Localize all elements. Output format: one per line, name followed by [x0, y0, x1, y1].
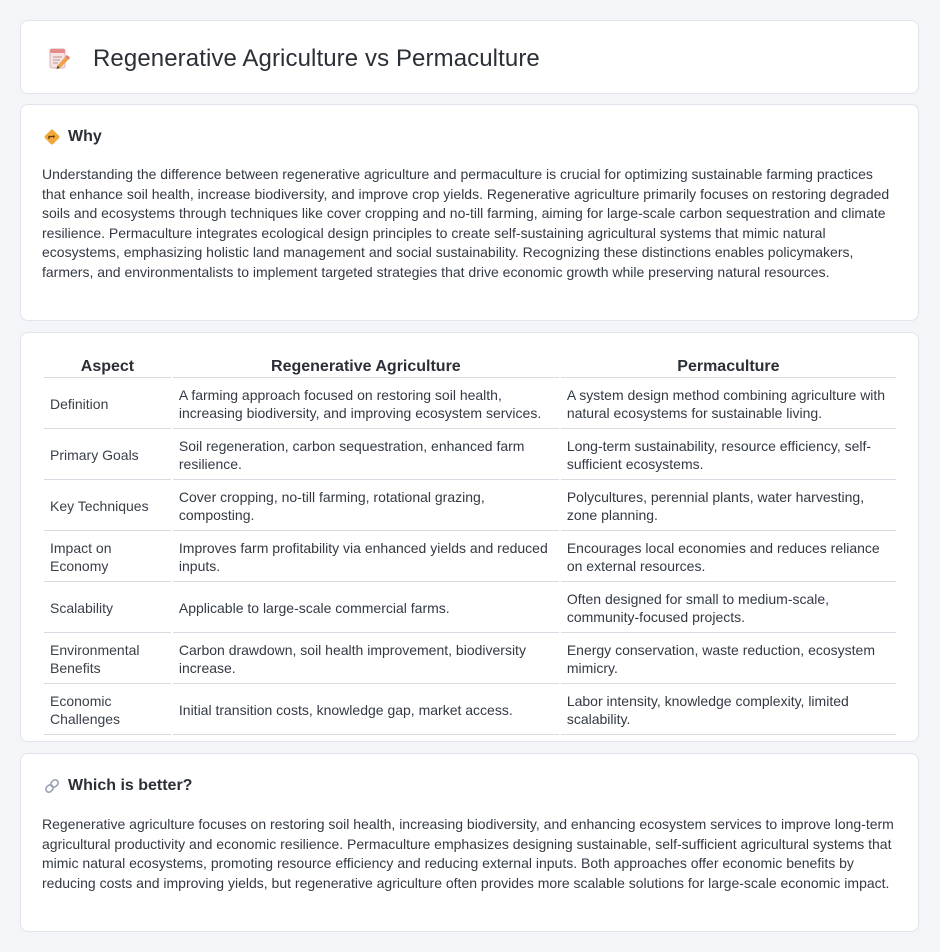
better-heading: Which is better? — [68, 777, 193, 794]
comparison-table — [42, 353, 898, 737]
table-row — [44, 431, 896, 480]
comparison-card — [20, 332, 919, 742]
cell-regenerative: Cover cropping, no-till farming, rotational grazing, composting. — [173, 482, 559, 531]
table-row — [44, 584, 896, 633]
direction-sign-icon — [43, 128, 61, 146]
table-row — [44, 380, 896, 429]
link-icon — [43, 777, 61, 795]
why-paragraph: Understanding the difference between regenerative agriculture and permaculture is crucial for optimizing sustainable farming practices that enhance soil health, increase biodiversity, and improve crop yields. Regenerative agriculture primarily focuses on restoring degraded soils and ecosystems through techniques like cover cropping and no-till farming, aiming for large-scale carbon sequestration and climate resilience. Permaculture integrates ecological design principles to create self-sustaining agricultural systems that mimic natural ecosystems, emphasizing holistic land management and social sustainability. Recognizing these distinctions enables policymakers, farmers, and environmentalists to implement targeted strategies that drive economic growth while preserving natural resources. — [42, 166, 890, 280]
cell-aspect: Environmental Benefits — [44, 635, 171, 684]
cell-permaculture: Labor intensity, knowledge complexity, limited scalability. — [561, 686, 896, 735]
why-heading: Why — [68, 128, 102, 145]
cell-aspect: Impact on Economy — [44, 533, 171, 582]
page-title: Regenerative Agriculture vs Permaculture — [93, 45, 540, 72]
table-row — [44, 686, 896, 735]
cell-regenerative: Soil regeneration, carbon sequestration, enhanced farm resilience. — [173, 431, 559, 480]
cell-permaculture: Encourages local economies and reduces reliance on external resources. — [561, 533, 896, 582]
cell-permaculture: Often designed for small to medium-scale, community-focused projects. — [561, 584, 896, 633]
cell-regenerative: A farming approach focused on restoring soil health, increasing biodiversity, and improving ecosystem services. — [173, 380, 559, 429]
cell-aspect: Scalability — [44, 584, 171, 633]
cell-aspect: Economic Challenges — [44, 686, 171, 735]
cell-permaculture: Polycultures, perennial plants, water harvesting, zone planning. — [561, 482, 896, 531]
cell-regenerative: Initial transition costs, knowledge gap, market access. — [173, 686, 559, 735]
header-aspect: Aspect — [44, 355, 171, 378]
cell-aspect: Primary Goals — [44, 431, 171, 480]
why-card — [20, 104, 919, 321]
why-heading-row — [43, 127, 102, 147]
cell-regenerative: Applicable to large-scale commercial farms. — [173, 584, 559, 633]
cell-aspect: Key Techniques — [44, 482, 171, 531]
table-row — [44, 635, 896, 684]
header-permaculture: Permaculture — [561, 355, 896, 378]
better-card — [20, 753, 919, 932]
title-row — [45, 43, 540, 75]
cell-permaculture: Energy conservation, waste reduction, ecosystem mimicry. — [561, 635, 896, 684]
better-paragraph: Regenerative agriculture focuses on restoring soil health, increasing biodiversity, and enhancing ecosystem services to improve long-term agricultural productivity and economic resilience. Permaculture emphasizes designing sustainable, self-sufficient agricultural systems that mimic natural ecosystems, promoting resource efficiency and reducing external inputs. Both approaches offer economic benefits by reducing costs and improving yields, but regenerative agriculture often provides more scalable solutions for large-scale economic impact. — [42, 816, 894, 891]
better-heading-row — [43, 776, 192, 796]
notepad-pencil-icon — [45, 45, 73, 73]
header-regenerative: Regenerative Agriculture — [173, 355, 559, 378]
table-row — [44, 533, 896, 582]
title-card — [20, 20, 919, 94]
cell-aspect: Definition — [44, 380, 171, 429]
table-header-row — [44, 355, 896, 378]
cell-regenerative: Improves farm profitability via enhanced yields and reduced inputs. — [173, 533, 559, 582]
cell-permaculture: Long-term sustainability, resource efficiency, self-sufficient ecosystems. — [561, 431, 896, 480]
table-row — [44, 482, 896, 531]
cell-regenerative: Carbon drawdown, soil health improvement, biodiversity increase. — [173, 635, 559, 684]
cell-permaculture: A system design method combining agriculture with natural ecosystems for sustainable living. — [561, 380, 896, 429]
